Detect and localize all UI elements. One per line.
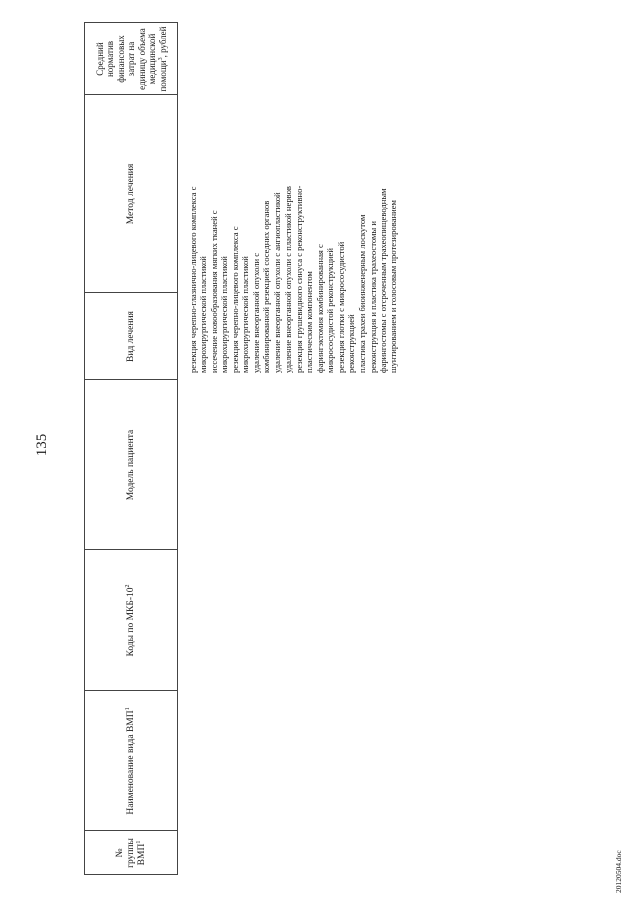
list-item: удаление внеорганной опухоли с пластикой нервов [283, 186, 293, 373]
header-treatment-type: Вид лечения [126, 311, 136, 362]
header-vmp-name: Наименование вида ВМП$^1$ [124, 707, 136, 815]
list-item: реконструкция и пластика трахеостомы и фарингостомы с отсроченным трахеопищеводным шунтированием и голосовым протезированием [368, 188, 398, 373]
list-item: резекция глотки с микрососудистой реконструкцией [336, 241, 356, 373]
list-item: резекция черепно-лицевого комплекса с микрохирургической пластикой [230, 226, 250, 373]
header-treatment-method: Метод лечения [126, 163, 136, 225]
header-patient-model: Модель пациента [126, 429, 136, 501]
list-item: резекция грушевидного синуса с реконструктивно-пластическим компонентом [294, 185, 314, 373]
list-item: резекция черепно-глазнично-лицевого комплекса с микрохирургической пластикой [188, 186, 208, 373]
list-item: удаление внеорганной опухоли с комбинированной резекцией соседних органов [251, 200, 271, 373]
page-number: 135 [34, 433, 50, 457]
document-filename: 20120504.doc [614, 850, 623, 893]
header-cost-norm: Средний норматив финансовых затрат на единицу объема медицинской помощи$^3$, рублей [94, 26, 168, 92]
table-header-row [84, 22, 178, 875]
list-item: иссечение новообразования мягких тканей с микрохирургической пластикой [209, 210, 229, 373]
list-item: фарингэктомия комбинированная с микрососудистой реконструкцией [315, 244, 335, 373]
header-group-number: № группы ВМП$^1$ [115, 838, 147, 868]
treatment-method-list [188, 185, 399, 373]
header-mkb-codes: Коды по МКБ-$10^2$ [124, 584, 136, 657]
list-item: удаление внеорганной опухоли с ангиопластикой [272, 192, 282, 373]
vmp-table [84, 22, 594, 875]
list-item: пластика трахеи биоинженерным лоскутом [357, 214, 367, 373]
